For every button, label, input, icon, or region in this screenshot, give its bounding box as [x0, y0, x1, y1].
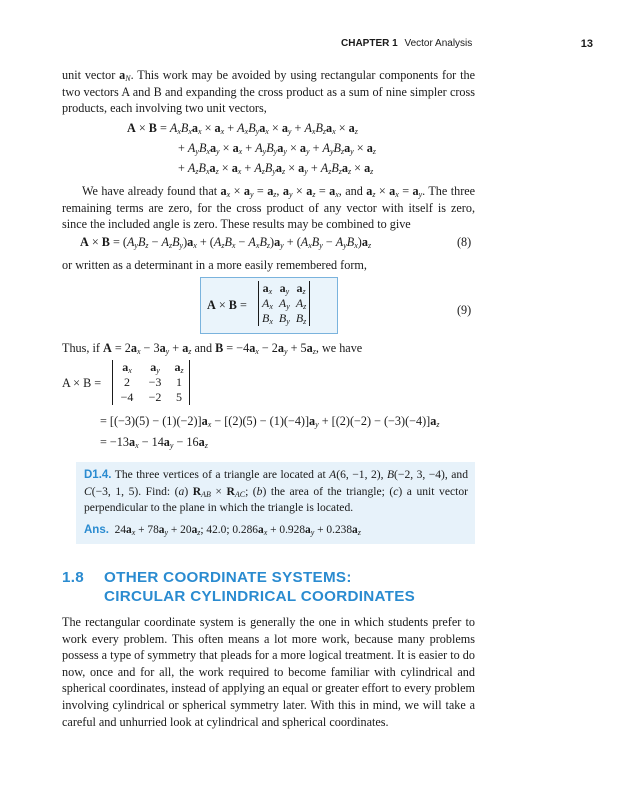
equation-9-box [200, 277, 338, 334]
example-det-cell: −2 [148, 390, 162, 404]
example-step-1: = $[(-3)(5) - (1)(-2)]a_x - [(2)(5) - (1)(-4)]a_y + [(2)(-2) - (-3)(-4)]a_z$ [100, 414, 440, 429]
example-step-2: = $-13a_x - 14a_y - 16a_z$ [100, 435, 208, 450]
drill-answer: Ans. $24a_x + 78a_y + 20a_z$; 42.0; $0.286a_x + 0.928a_y + 0.238a_z$ [84, 524, 361, 537]
para1-text-after: . This work may be avoided by using rectangular components for the two vectors A and B and expanding the cross product as a sum of nine simpler cross products, each involving two unit vectors, [62, 68, 475, 116]
running-header [341, 38, 593, 52]
para1-unit-vector-sub: N [125, 74, 131, 83]
det9-cell: $a_z$ [296, 281, 306, 296]
equation-8: $A \times B = (A_yB_z - A_zB_y)a_x + (A_zB_x - A_xB_z)a_y + (A_xB_y - A_yB_x)a_z$ [80, 235, 372, 250]
drill-label: D1.4. [84, 469, 112, 481]
para1-unit-vector: a [119, 68, 126, 82]
expansion-line-3: + $A_zB_xa_z \times a_x + A_zB_ya_z \times a_y + A_zB_za_z \times a_z$ [178, 161, 374, 176]
det9-cell: $a_x$ [262, 281, 273, 296]
example-det-cell: $a_y$ [150, 360, 160, 375]
example-det-cell: 2 [124, 375, 130, 389]
example-lhs: A × B = [62, 376, 102, 390]
example-det-cell: −3 [148, 375, 162, 389]
expansion-line-1: $A \times B = A_xB_xa_x \times a_x + A_xB_ya_x \times a_y + A_xB_za_x \times a_z$ [127, 121, 358, 136]
example-det-cell: 1 [176, 375, 182, 389]
det9-cell: $a_y$ [279, 281, 290, 296]
paragraph-intro [62, 67, 475, 117]
drill-problem-text: D1.4. The three vertices of a triangle are located at A(6, −1, 2), B(−2, 3, −4), and C(−3, 1, 5). Find: (a) $R_{AB} \times R_{AC}$; (b) the area of the triangle; (c) a unit vector perpendicular to the plane in which the triangle is located. [84, 468, 468, 515]
det9-cell: $B_z$ [295, 311, 307, 326]
section-number: 1.8 [62, 569, 85, 586]
equation-9-lhs: A × B = [207, 298, 247, 312]
paragraph-unit-products: We have already found that $a_x \times a_y = a_z$, $a_y \times a_z = a_x$, and $a_z \times a_x = a_y$. The three remaining terms are zero, for the cross product of any vector with itself is zero, since the included angle is zero. These results may be combined to give [62, 184, 476, 232]
det9-cell: $A_y$ [278, 296, 290, 311]
det9-cell: $B_x$ [262, 311, 273, 326]
equation-9-determinant [258, 281, 310, 326]
answer-label: Ans. [84, 524, 109, 536]
drill-problem-box [76, 462, 475, 544]
page-number: 13 [580, 38, 593, 50]
det9-cell: $B_y$ [278, 311, 290, 326]
section-title-line-2: CIRCULAR CYLINDRICAL COORDINATES [104, 588, 416, 605]
chapter-number: CHAPTER 1 [341, 38, 398, 49]
det9-cell: $A_z$ [295, 296, 307, 311]
chapter-title: Vector Analysis [404, 38, 473, 49]
example-det-cell: $a_x$ [122, 360, 132, 375]
section-heading [62, 568, 415, 606]
example-det-cell: −4 [120, 390, 134, 404]
chapter-label [341, 38, 472, 49]
expansion-line-2: + $A_yB_xa_y \times a_x + A_yB_ya_y \times a_y + A_yB_za_y \times a_z$ [178, 141, 376, 156]
para1-text-before: unit vector [62, 68, 120, 82]
section-title-line-1: OTHER COORDINATE SYSTEMS: [104, 569, 352, 586]
paragraph-determinant-intro: or written as a determinant in a more easily remembered form, [62, 258, 367, 272]
example-det-cell: $a_z$ [174, 360, 184, 375]
det9-cell: $A_x$ [262, 296, 273, 311]
paragraph-coordinate-systems: The rectangular coordinate system is generally the one in which students prefer to work every problem. This often means a lot more work, because many problems possess a type of symmetry that pleads for a more logical treatment. It is easier to do now, once and for all, the work required to become familiar with cylindrical and spherical coordinates, instead of applying an equal or greater effort to every problem involving cylindrical or spherical symmetry later. With this in mind, we will take a careful and unhurried look at cylindrical and spherical coordinates. [62, 615, 475, 729]
example-det-cell: 5 [176, 390, 182, 404]
example-determinant [112, 360, 190, 405]
paragraph-example-intro: Thus, if $A = 2a_x - 3a_y + a_z$ and $B = -4a_x - 2a_y + 5a_z$, we have [62, 341, 363, 356]
equation-9-number: (9) [457, 303, 472, 317]
equation-8-number: (8) [457, 235, 472, 249]
